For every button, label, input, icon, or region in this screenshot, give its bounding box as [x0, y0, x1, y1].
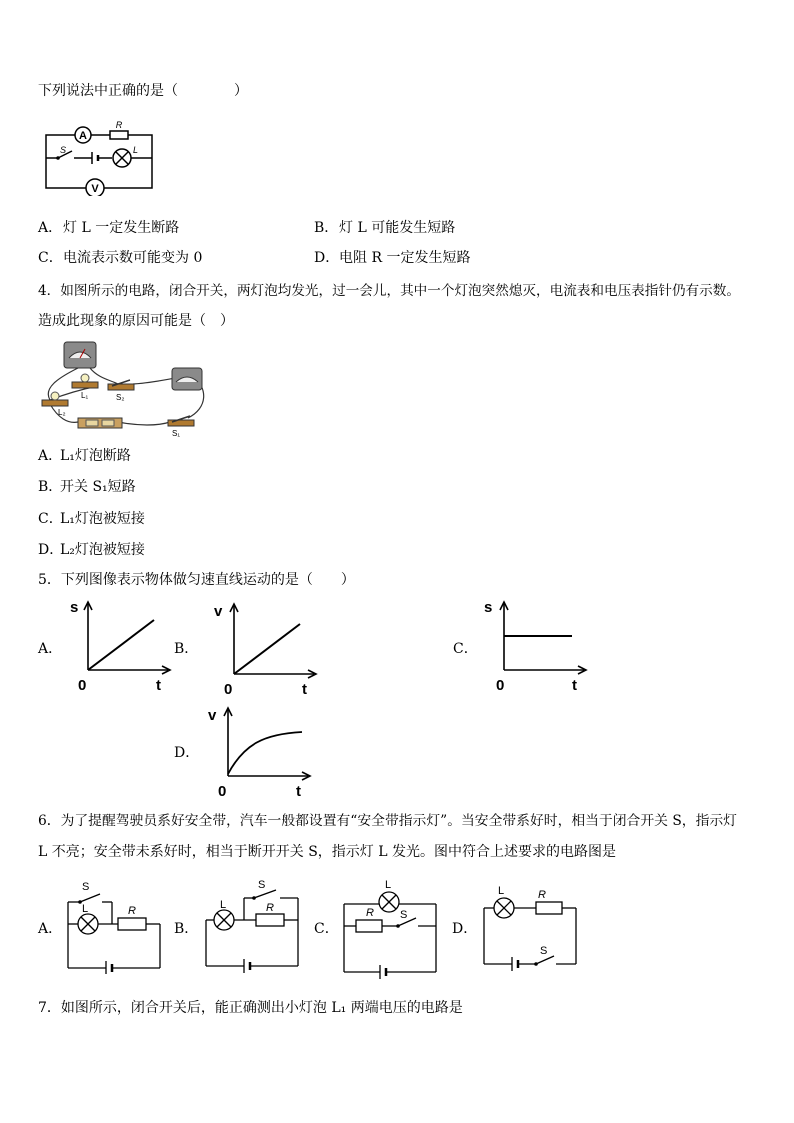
q4-option-c-text: L₁灯泡被短接 [60, 511, 145, 527]
q5-option-c-letter: C． [453, 641, 478, 657]
q4-option-d-text: L₂灯泡被短接 [60, 542, 145, 558]
q3-option-c-text: 电流表示数可能变为 0 [63, 250, 203, 266]
graph-d-ylabel: v [208, 707, 217, 724]
q5-graph-b [210, 600, 320, 698]
q6-circuit-c [338, 874, 442, 980]
q6-stem-line1: 6．为了提醒驾驶员系好安全带，汽车一般都设置有“安全带指示灯”。当安全带系好时，相当于闭合开关 S，指示灯 [38, 813, 737, 829]
circuit-a-resistor-label: R [128, 905, 136, 917]
q5-option-d-letter: D． [174, 745, 200, 761]
graph-c-ylabel: s [484, 599, 493, 616]
q4-option-a-text: L₁灯泡断路 [60, 448, 131, 464]
q3-option-d-letter: D． [314, 250, 340, 266]
lamp-label: L [133, 145, 139, 155]
q5-graph-a [64, 598, 174, 696]
voltmeter-label: V [91, 183, 99, 195]
l2-label: L₂ [58, 408, 66, 417]
q4-stem-line2: 造成此现象的原因可能是（ ） [38, 313, 234, 329]
q6-option-d-letter: D． [452, 921, 478, 937]
q4-option-c-letter: C． [38, 511, 63, 527]
q6-circuit-a [62, 878, 166, 974]
circuit-b-switch-label: S [258, 879, 266, 891]
q6-option-c-letter: C． [314, 921, 339, 937]
graph-a-ylabel: s [70, 599, 79, 616]
switch-label: S [60, 145, 67, 155]
circuit-c-resistor-label: R [366, 907, 374, 919]
q4-stem-line1: 4．如图所示的电路，闭合开关，两灯泡均发光，过一会儿，其中一个灯泡突然熄灭，电流表和电压表指针仍有示数。 [38, 283, 740, 299]
q6-option-a-letter: A． [38, 921, 63, 937]
circuit-c-switch-label: S [400, 909, 408, 921]
q6-circuit-b [200, 878, 304, 974]
graph-b-xlabel: t [302, 681, 307, 698]
q5-option-a-letter: A． [38, 641, 63, 657]
q4-option-b-text: 开关 S₁短路 [60, 479, 136, 495]
q7-stem: 7．如图所示，闭合开关后，能正确测出小灯泡 L₁ 两端电压的电路是 [38, 1000, 463, 1016]
q3-option-b-text: 灯 L 可能发生短路 [339, 220, 456, 236]
q4-option-b-letter: B． [38, 479, 63, 495]
circuit-b-resistor-label: R [266, 902, 274, 914]
circuit-d-lamp-label: L [498, 885, 505, 897]
circuit-c-lamp-label: L [385, 879, 392, 891]
q3-option-a-letter: A． [38, 220, 63, 236]
resistor-label: R [115, 120, 123, 130]
q3-circuit-diagram [40, 118, 158, 196]
graph-a-xlabel: t [156, 677, 161, 694]
graph-a-origin: 0 [78, 677, 87, 694]
q4-option-d-letter: D． [38, 542, 64, 558]
q3-option-b-letter: B． [314, 220, 339, 236]
circuit-d-resistor-label: R [538, 889, 546, 901]
graph-b-origin: 0 [224, 681, 233, 698]
q6-option-b-letter: B． [174, 921, 199, 937]
circuit-a-lamp-label: L [82, 903, 89, 915]
s2-label: S₂ [116, 393, 125, 402]
q4-circuit-photo [38, 338, 218, 438]
q5-graph-c [480, 598, 590, 696]
q3-option-d-text: 电阻 R 一定发生短路 [339, 250, 471, 266]
circuit-a-switch-label: S [82, 881, 90, 893]
q3-stem: 下列说法中正确的是（ ） [38, 83, 248, 99]
graph-d-xlabel: t [296, 783, 301, 800]
q5-option-b-letter: B． [174, 641, 199, 657]
q6-stem-line2: L 不亮；安全带未系好时，相当于断开开关 S，指示灯 L 发光。图中符合上述要求的电路图是 [38, 844, 616, 860]
circuit-b-lamp-label: L [220, 899, 227, 911]
q5-graph-d [204, 704, 314, 802]
graph-d-origin: 0 [218, 783, 227, 800]
q6-circuit-d [478, 878, 582, 974]
q3-option-a-text: 灯 L 一定发生断路 [63, 220, 180, 236]
q5-stem: 5．下列图像表示物体做匀速直线运动的是（ ） [38, 572, 355, 588]
graph-b-ylabel: v [214, 603, 223, 620]
graph-c-origin: 0 [496, 677, 505, 694]
l1-label: L₁ [81, 391, 89, 400]
q3-option-c-letter: C． [38, 250, 63, 266]
graph-c-xlabel: t [572, 677, 577, 694]
s1-label: S₁ [172, 429, 181, 438]
ammeter-label: A [79, 130, 87, 142]
circuit-d-switch-label: S [540, 945, 548, 957]
q4-option-a-letter: A． [38, 448, 63, 464]
